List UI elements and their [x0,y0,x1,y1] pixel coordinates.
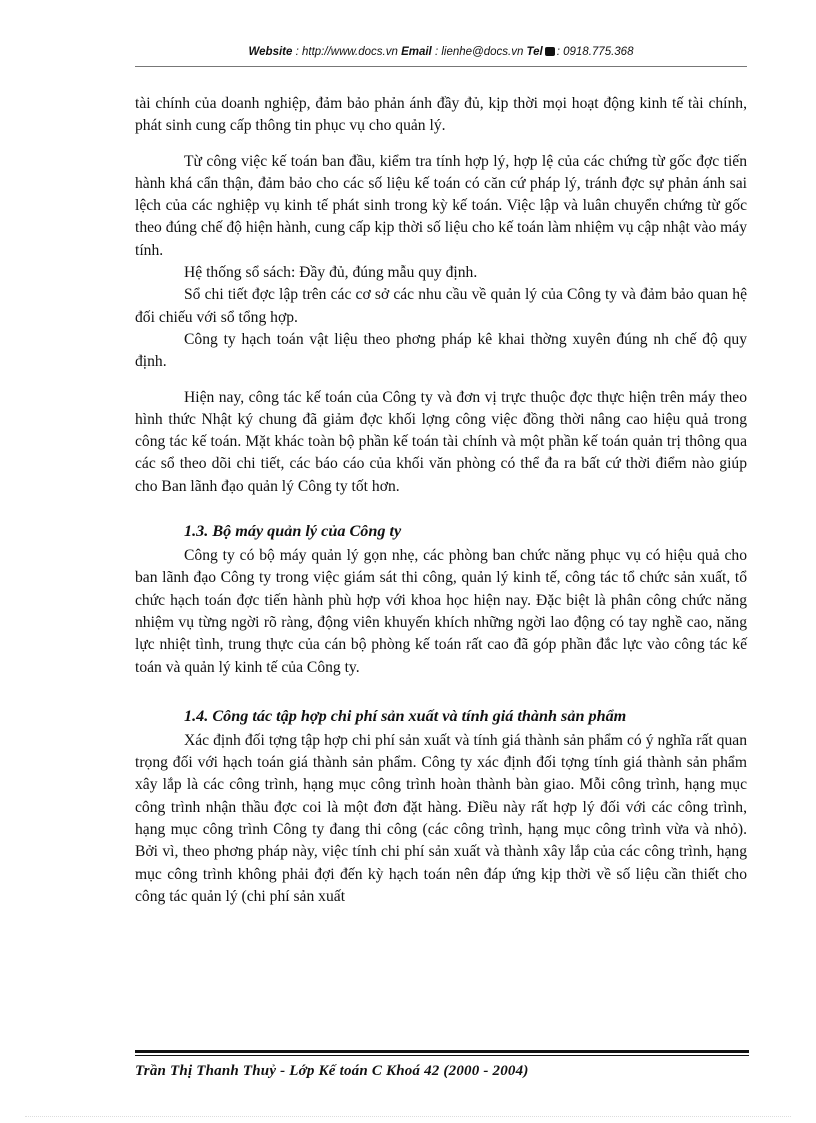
section-heading-1-4: 1.4. Công tác tập hợp chi phí sản xuất và tính giá thành sản phẩm [184,706,627,725]
paragraph-1: tài chính của doanh nghiệp, đảm bảo phản ánh đầy đủ, kịp thời mọi hoạt động kinh tế tài chính, phát sinh cung cấp thông tin phục vụ cho quản lý. [135,95,747,135]
website-label: Website [248,46,293,58]
footer-thick-rule [135,1050,749,1053]
paragraph-6: Hiện nay, công tác kế toán của Công ty và đơn vị trực thuộc đợc thực hiện trên máy theo hình thức Nhật ký chung đã giảm đợc khối lợng công việc đồng thời nâng cao hiệu quả trong công tác kế toán. Mặt khác toàn bộ phần kế toán tài chính và một phần kế toán quản trị thông qua các sổ theo dõi chi tiết, các báo cáo của khối văn phòng có thể đa ra bất cứ thời điểm nào giúp cho Ban lãnh đạo quản lý Công ty tốt hơn. [135,388,747,495]
email-label: Email [401,46,432,58]
paragraph-7: Công ty có bộ máy quản lý gọn nhẹ, các phòng ban chức năng phục vụ có hiệu quả cho ban lãnh đạo Công ty trong việc giám sát thi công, quản lý kinh tế, công tác tổ chức sản xuất, tổ chức hạch toán đợc tiến hành phù hợp với khoa học hiện nay. Đặc biệt là phân công chức năng nhiệm vụ từng ngời rõ ràng, động viên khuyến khích những ngời lao động có tay nghề cao, năng lực nhiệt tình, trung thực của cán bộ phòng kế toán rất cao đã góp phần đắc lực vào công tác kế toán và quản lý kinh tế của Công ty. [135,547,747,676]
page-bottom-dotted-rule [25,1116,791,1117]
email-value: : lienhe@docs.vn [431,46,527,58]
paragraph-2: Từ công việc kế toán ban đầu, kiểm tra tính hợp lý, hợp lệ của các chứng từ gốc đợc tiến hành khá cẩn thận, đảm bảo cho các số liệu kế toán có căn cứ pháp lý, tránh đợc sự phản ánh sai lệch của các nghiệp vụ kinh tế phát sinh trong kỳ kế toán. Việc lập và luân chuyển chứng từ gốc theo đúng chế độ hiện hành, cung cấp kịp thời số liệu cho kế toán làm nhiệm vụ cập nhật vào máy tính. [135,152,747,259]
header-divider [135,66,747,67]
footer-author: Trần Thị Thanh Thuỷ - Lớp Kế toán C Khoá 42 (2000 - 2004) [135,1063,529,1079]
tel-value: : 0918.775.368 [556,46,634,58]
website-value: : http://www.docs.vn [292,46,402,58]
paragraph-gap [135,138,747,151]
phone-icon [545,47,555,56]
paragraph-4: Sổ chi tiết đợc lập trên các cơ sở các nhu cầu về quản lý của Công ty và đảm bảo quan hệ đối chiếu với sổ tổng hợp. [135,286,747,326]
document-body [135,93,747,908]
tel-label: Tel [526,46,543,58]
footer-thin-rule [135,1055,749,1056]
page-footer [135,1050,749,1090]
paragraph-5: Công ty hạch toán vật liệu theo phơng pháp kê khai thờng xuyên đúng nh chế độ quy định. [135,330,747,371]
paragraph-3: Hệ thống sổ sách: Đầy đủ, đúng mẫu quy định. [184,264,478,282]
page-header [135,38,747,68]
paragraph-8: Xác định đối tợng tập hợp chi phí sản xuất và tính giá thành sản phẩm có ý nghĩa rất quan trọng đối với hạch toán giá thành sản phẩm. Công ty xác định đối tợng tính giá thành sản phẩm xây lắp là các công trình, hạng mục công trình hoàn thành bàn giao. Mỗi công trình, hạng mục công trình nhận thầu đợc coi là một đơn đặt hàng. Điều này rất hợp lý đối với các công trình, hạng mục công trình Công ty đang thi công (các công trình, hạng mục công trình vừa và nhỏ). Bởi vì, theo phơng pháp này, việc tính chi phí sản xuất và thành xây lắp của các công trình, hạng mục công trình không phải đợi đến kỳ hạch toán nên đáp ứng kịp thời về số liệu cần thiết cho công tác quản lý (chi phí sản xuất [135,731,747,905]
section-heading-1-3: 1.3. Bộ máy quản lý của Công ty [184,522,402,541]
header-contact-line [135,46,747,58]
paragraph-gap [135,374,747,387]
